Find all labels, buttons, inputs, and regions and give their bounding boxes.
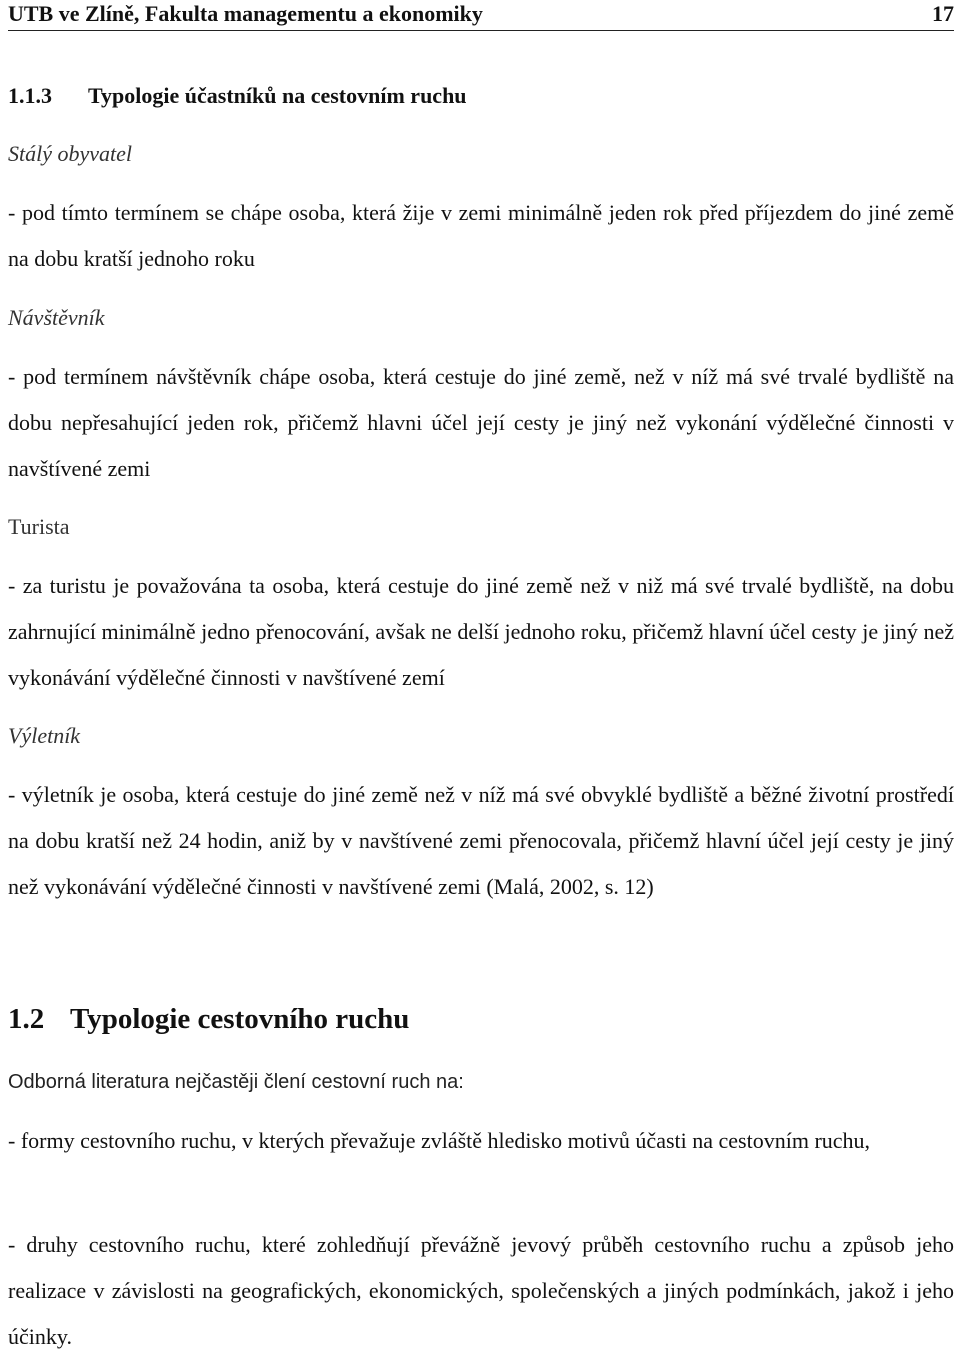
definition-turista: - za turistu je považována ta osoba, která cestuje do jiné země než v niž má své trvalé bydliště, na dobu zahrnující minimálně jedno přenocování, avšak ne delší jednoho roku, přičemž hlavní účel cesty je jiný než vykonávání výdělečné činnosti v navštívené zemí [8, 573, 954, 690]
list-item-druhy: - druhy cestovního ruchu, které zohledňují převážně jevový průběh cestovního ruchu a způsob jeho realizace v závislosti na geografických, ekonomických, společenských a jiných podmínkách, jakož i jeho účinky. [8, 1232, 954, 1349]
term-vyletnik: Výletník [8, 723, 81, 748]
definition-vyletnik: - výletník je osoba, která cestuje do jiné země než v níž má své obvyklé bydliště a běžné životní prostředí na dobu kratší než 24 hodin, aniž by v navštívené zemi přenocovala, přičemž hlavní účel její cesty je jiný než vykonávání výdělečné činnosti v navštívené zemi (Malá, 2002, s. 12) [8, 782, 954, 899]
intro-paragraph: Odborná literatura nejčastěji člení cestovní ruch na: [8, 1071, 464, 1093]
section-title: Typologie účastníků na cestovním ruchu [88, 83, 467, 108]
section-heading-1-1-3 [8, 73, 954, 119]
term-navstevnik: Návštěvník [8, 305, 105, 330]
list-item-formy: - formy cestovního ruchu, v kterých převažuje zvláště hledisko motivů účasti na cestovním ruchu, [8, 1128, 871, 1153]
definition-navstevnik: - pod termínem návštěvník chápe osoba, která cestuje do jiné země, než v níž má své trvalé bydliště na dobu nepřesahující jeden rok, přičemž hlavni účel její cesty je jiný než vykonání výdělečné činnosti v navštívené zemi [8, 364, 954, 481]
section-heading-1-2 [8, 996, 954, 1042]
term-stały-obyvatel: Stálý obyvatel [8, 141, 133, 166]
term-turista: Turista [8, 514, 70, 539]
page-number: 17 [932, 1, 954, 26]
section-number: 1.2 [8, 1003, 45, 1035]
definition-staly-obyvatel: - pod tímto termínem se chápe osoba, která žije v zemi minimálně jeden rok před příjezdem do jiné země na dobu kratší jednoho roku [8, 200, 954, 271]
page-header [8, 0, 954, 31]
section-title: Typologie cestovního ruchu [70, 1003, 410, 1035]
section-number: 1.1.3 [8, 83, 52, 108]
header-title: UTB ve Zlíně, Fakulta managementu a ekonomiky [8, 1, 483, 26]
